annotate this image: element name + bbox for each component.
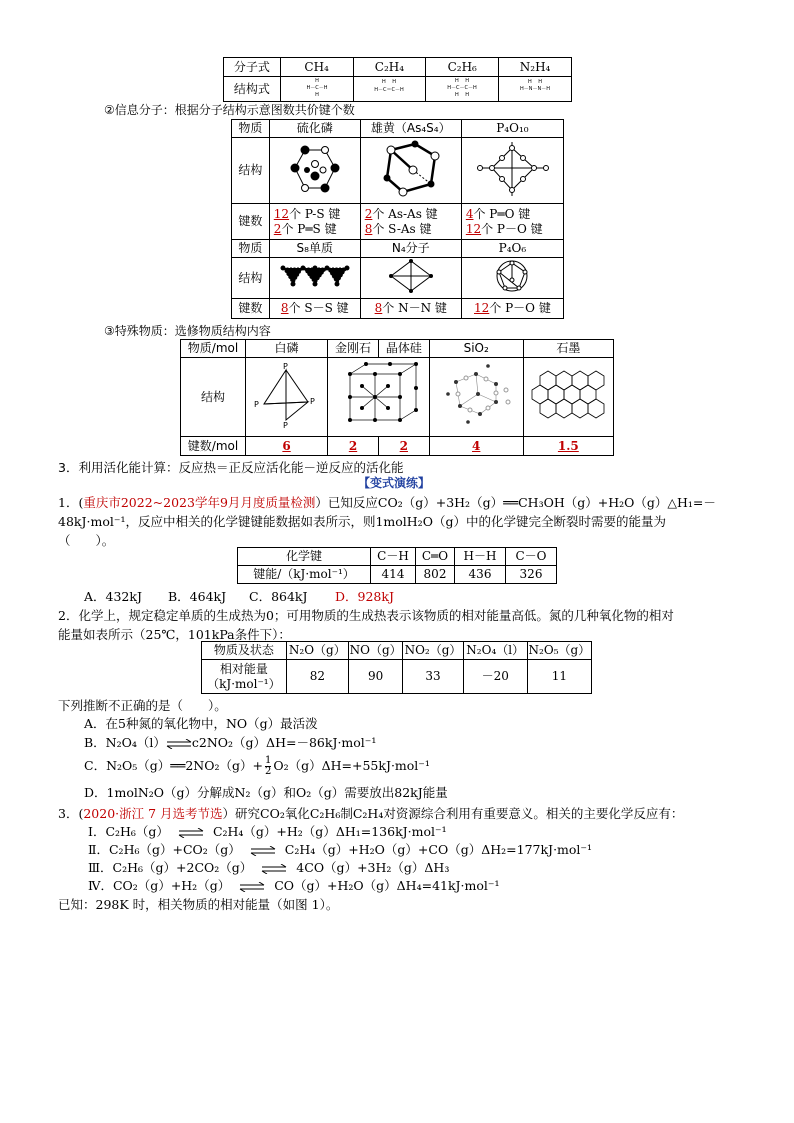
reversible-arrow-icon bbox=[166, 739, 192, 749]
reaction-right: CO（g）+H₂O（g）ΔH₄=41kJ·mol⁻¹ bbox=[274, 878, 500, 893]
ch4-structure-image bbox=[280, 77, 353, 102]
header-cell: C═O bbox=[416, 548, 455, 566]
section-3-title: ③特殊物质：选修物质结构内容 bbox=[104, 324, 271, 338]
header-cell: C－H bbox=[371, 548, 416, 566]
white-phosphorus-structure-image bbox=[245, 358, 327, 437]
question-2-ask: 下列推断不正确的是（ ）。 bbox=[58, 698, 227, 713]
question-2-line-2: 能量如表所示（25℃，101kPa条件下）： bbox=[58, 627, 291, 642]
question-text: ）已知反应CO₂（g）+3H₂（g）══CH₃OH（g）+H₂O（g）△H₁=－ bbox=[315, 495, 716, 510]
bond-count-value: 4 bbox=[472, 438, 481, 453]
question-number: 1．( bbox=[58, 495, 84, 510]
header-cell: N₂O₅（g） bbox=[527, 642, 591, 660]
header-cell: 硫化磷 bbox=[269, 120, 360, 138]
table-cell: 82 bbox=[286, 660, 348, 694]
row-label bbox=[202, 660, 287, 694]
question-1-line-3: （ ）。 bbox=[58, 533, 115, 548]
question-source: 重庆市2022~2023学年9月月度质量检测 bbox=[83, 495, 316, 510]
svg-text:P: P bbox=[282, 362, 288, 371]
reversible-arrow-icon bbox=[252, 864, 296, 874]
header-cell: N₂O（g） bbox=[286, 642, 348, 660]
svg-text:H－C＝C－H: H－C＝C－H bbox=[374, 87, 405, 93]
c2h6-structure-image bbox=[426, 77, 499, 102]
relative-energy-table bbox=[201, 641, 592, 694]
header-cell: 物质及状态 bbox=[202, 642, 287, 660]
svg-text:H－C－H: H－C－H bbox=[306, 85, 328, 91]
bond-count-cell bbox=[461, 204, 563, 240]
bond-count-cell bbox=[328, 437, 379, 456]
header-cell: H－H bbox=[455, 548, 506, 566]
option-b[interactable] bbox=[84, 733, 376, 751]
header-cell: 物质 bbox=[232, 240, 270, 258]
fraction-denominator: 2 bbox=[264, 766, 272, 777]
bond-count-value: 6 bbox=[282, 438, 291, 453]
row-label: 结构 bbox=[232, 258, 270, 299]
bond-label: 个 As-As 键 bbox=[372, 206, 438, 221]
reaction-left: Ⅰ．C₂H₆（g） bbox=[88, 824, 169, 839]
bond-count-value: 12 bbox=[465, 221, 482, 236]
question-3-line-1 bbox=[58, 804, 683, 822]
table-cell: 33 bbox=[403, 660, 463, 694]
bond-count-cell bbox=[378, 437, 429, 456]
header-cell: P₄O₆ bbox=[461, 240, 563, 258]
bond-count-value: 1.5 bbox=[557, 438, 579, 453]
bond-count-cell bbox=[523, 437, 613, 456]
reaction-1 bbox=[88, 822, 447, 840]
bond-label: 个 P═S 键 bbox=[281, 221, 337, 236]
section-2-title: ②信息分子：根据分子结构示意图数共价键个数 bbox=[104, 103, 355, 117]
header-cell: N₄分子 bbox=[360, 240, 461, 258]
sio2-structure-image bbox=[429, 358, 523, 437]
option-text: c2NO₂（g）ΔH=－86kJ·mol⁻¹ bbox=[191, 735, 377, 750]
header-cell: P₄O₁₀ bbox=[461, 120, 563, 138]
option-d[interactable]: D．928kJ bbox=[335, 589, 394, 604]
svg-text:P: P bbox=[309, 397, 315, 406]
question-1-line-2: 48kJ·mol⁻¹，反应中相关的化学键键能数据如表所示，则1molH₂O（g）中的化学键完全断裂时需要的能量为 bbox=[58, 514, 666, 529]
svg-text:H H: H H bbox=[455, 78, 470, 84]
option-d[interactable]: D．1molN₂O（g）分解成N₂（g）和O₂（g）需要放出82kJ能量 bbox=[84, 785, 448, 800]
practice-heading: 【变式演练】 bbox=[358, 476, 431, 490]
reaction-4 bbox=[88, 876, 500, 894]
section-3-heading: 3．利用活化能计算：反应热＝正反应活化能－逆反应的活化能 bbox=[58, 460, 404, 475]
row-label-line: 相对能量 bbox=[219, 661, 268, 676]
header-cell: 晶体硅 bbox=[378, 340, 429, 358]
header-cell: SiO₂ bbox=[429, 340, 523, 358]
question-text: ）研究CO₂氧化C₂H₆制C₂H₄对资源综合利用有重要意义。相关的主要化学反应有： bbox=[222, 806, 684, 821]
option-a[interactable]: A．432kJ bbox=[84, 589, 142, 604]
bond-count-cell bbox=[429, 437, 523, 456]
option-a[interactable]: A．在5种氮的氧化物中，NO（g）最活泼 bbox=[84, 716, 318, 731]
svg-text:H－C－C－H: H－C－C－H bbox=[447, 85, 477, 91]
reversible-arrow-icon bbox=[241, 846, 285, 856]
header-cell: 物质/mol bbox=[181, 340, 246, 358]
svg-text:H: H bbox=[314, 78, 319, 84]
reversible-arrow-icon bbox=[230, 882, 274, 892]
reaction-right: 4CO（g）+3H₂（g）ΔH₃ bbox=[296, 860, 450, 875]
svg-text:P: P bbox=[253, 400, 259, 409]
option-c[interactable]: C．864kJ bbox=[249, 589, 308, 604]
bond-label: 个 N－N 键 bbox=[382, 301, 447, 315]
reaction-left: Ⅲ．C₂H₆（g）+2CO₂（g） bbox=[88, 860, 253, 875]
bond-count-value: 8 bbox=[280, 301, 289, 315]
bond-label: 个 P═O 键 bbox=[473, 206, 531, 221]
formula-table bbox=[223, 57, 572, 102]
bond-count-value: 2 bbox=[364, 206, 373, 221]
option-text: B．N₂O₄（l） bbox=[84, 735, 166, 750]
header-cell: 雄黄（As₄S₄） bbox=[360, 120, 461, 138]
p4o6-structure-image bbox=[461, 258, 563, 299]
as4s4-structure-image bbox=[360, 138, 461, 204]
bond-count-value: 12 bbox=[273, 206, 290, 221]
bond-count-value: 12 bbox=[474, 301, 490, 315]
fraction-numerator: 1 bbox=[264, 755, 272, 766]
table-cell: 90 bbox=[348, 660, 402, 694]
question-1-line-1 bbox=[58, 493, 716, 511]
special-substance-table bbox=[180, 339, 614, 456]
bond-count-value: 8 bbox=[364, 221, 373, 236]
header-cell: 物质 bbox=[232, 120, 270, 138]
table-cell: 11 bbox=[527, 660, 591, 694]
header-cell: C－O bbox=[506, 548, 557, 566]
table-cell: 436 bbox=[455, 566, 506, 584]
svg-text:H: H bbox=[314, 92, 319, 97]
svg-text:H H: H H bbox=[455, 92, 470, 97]
table-cell: 414 bbox=[371, 566, 416, 584]
diamond-silicon-structure-image bbox=[328, 358, 430, 437]
bond-count-cell bbox=[360, 299, 461, 319]
header-cell: N₂O₄（l） bbox=[463, 642, 527, 660]
row-label: 键数/mol bbox=[181, 437, 246, 456]
question-source: 2020·浙江 7 月选考节选 bbox=[83, 806, 223, 821]
graphite-structure-image bbox=[523, 358, 613, 437]
row-label: 结构式 bbox=[224, 77, 281, 102]
option-text: C．N₂O₅（g）══2NO₂（g）+ bbox=[84, 758, 263, 773]
svg-text:H－N－N－H: H－N－N－H bbox=[520, 86, 551, 92]
option-text: O₂（g）ΔH=+55kJ·mol⁻¹ bbox=[273, 758, 430, 773]
option-b[interactable]: B．464kJ bbox=[168, 589, 227, 604]
bond-count-value: 2 bbox=[399, 438, 408, 453]
header-cell: N₂H₄ bbox=[499, 58, 572, 77]
question-2-line-1: 2．化学上，规定稳定单质的生成热为0；可用物质的生成热表示该物质的相对能量高低。氮的几种氧化物的相对 bbox=[58, 608, 674, 623]
header-cell: S₈单质 bbox=[269, 240, 360, 258]
table-cell: 326 bbox=[506, 566, 557, 584]
svg-text:H H: H H bbox=[382, 79, 397, 85]
question-number: 3．( bbox=[58, 806, 84, 821]
table-cell: 802 bbox=[416, 566, 455, 584]
svg-text:H H: H H bbox=[528, 79, 543, 85]
bond-label: 个 S－S 键 bbox=[288, 301, 349, 315]
header-cell: CH₄ bbox=[280, 58, 353, 77]
header-cell: 化学键 bbox=[238, 548, 371, 566]
bond-label: 个 P－O 键 bbox=[489, 301, 551, 315]
header-cell: NO₂（g） bbox=[403, 642, 463, 660]
header-cell: NO（g） bbox=[348, 642, 402, 660]
question-3-tail: 已知：298K 时，相关物质的相对能量（如图 1）。 bbox=[58, 897, 339, 912]
c2h4-structure-image bbox=[353, 77, 426, 102]
header-cell: C₂H₄ bbox=[353, 58, 426, 77]
reaction-right: C₂H₄（g）+H₂（g）ΔH₁=136kJ·mol⁻¹ bbox=[212, 824, 447, 839]
reaction-left: Ⅳ．CO₂（g）+H₂（g） bbox=[88, 878, 231, 893]
reaction-3 bbox=[88, 858, 449, 876]
header-cell: 石墨 bbox=[523, 340, 613, 358]
bond-count-value: 4 bbox=[465, 206, 474, 221]
n4-structure-image bbox=[360, 258, 461, 299]
row-label: 键数 bbox=[232, 299, 270, 319]
bond-count-value: 8 bbox=[374, 301, 383, 315]
header-cell: 分子式 bbox=[224, 58, 281, 77]
bond-label: 个 P－O 键 bbox=[481, 221, 543, 236]
reaction-right: C₂H₄（g）+H₂O（g）+CO（g）ΔH₂=177kJ·mol⁻¹ bbox=[284, 842, 593, 857]
row-label: 结构 bbox=[181, 358, 246, 437]
s8-structure-image bbox=[269, 258, 360, 299]
p4s3-structure-image bbox=[269, 138, 360, 204]
reaction-2 bbox=[88, 840, 592, 858]
bond-energy-table bbox=[237, 547, 557, 584]
bond-label: 个 S-As 键 bbox=[372, 221, 432, 236]
fraction bbox=[265, 756, 271, 777]
option-c[interactable] bbox=[84, 756, 430, 777]
bond-count-cell bbox=[461, 299, 563, 319]
row-label: 键能/（kJ·mol⁻¹） bbox=[238, 566, 371, 584]
bond-count-table bbox=[231, 119, 564, 319]
reversible-arrow-icon bbox=[169, 828, 213, 838]
p4o10-structure-image bbox=[461, 138, 563, 204]
table-cell: －20 bbox=[463, 660, 527, 694]
row-label-unit: （kJ·mol⁻¹） bbox=[207, 676, 281, 691]
bond-label: 个 P-S 键 bbox=[289, 206, 341, 221]
header-cell: C₂H₆ bbox=[426, 58, 499, 77]
bond-count-cell bbox=[269, 204, 360, 240]
bond-count-cell bbox=[269, 299, 360, 319]
bond-count-value: 2 bbox=[273, 221, 282, 236]
row-label: 键数 bbox=[232, 204, 270, 240]
bond-count-cell bbox=[245, 437, 327, 456]
svg-text:P: P bbox=[282, 421, 288, 428]
bond-count-value: 2 bbox=[348, 438, 358, 453]
bond-count-cell bbox=[360, 204, 461, 240]
n2h4-structure-image bbox=[499, 77, 572, 102]
header-cell: 金刚石 bbox=[328, 340, 379, 358]
reaction-left: Ⅱ．C₂H₆（g）+CO₂（g） bbox=[88, 842, 241, 857]
header-cell: 白磷 bbox=[245, 340, 327, 358]
row-label: 结构 bbox=[232, 138, 270, 204]
